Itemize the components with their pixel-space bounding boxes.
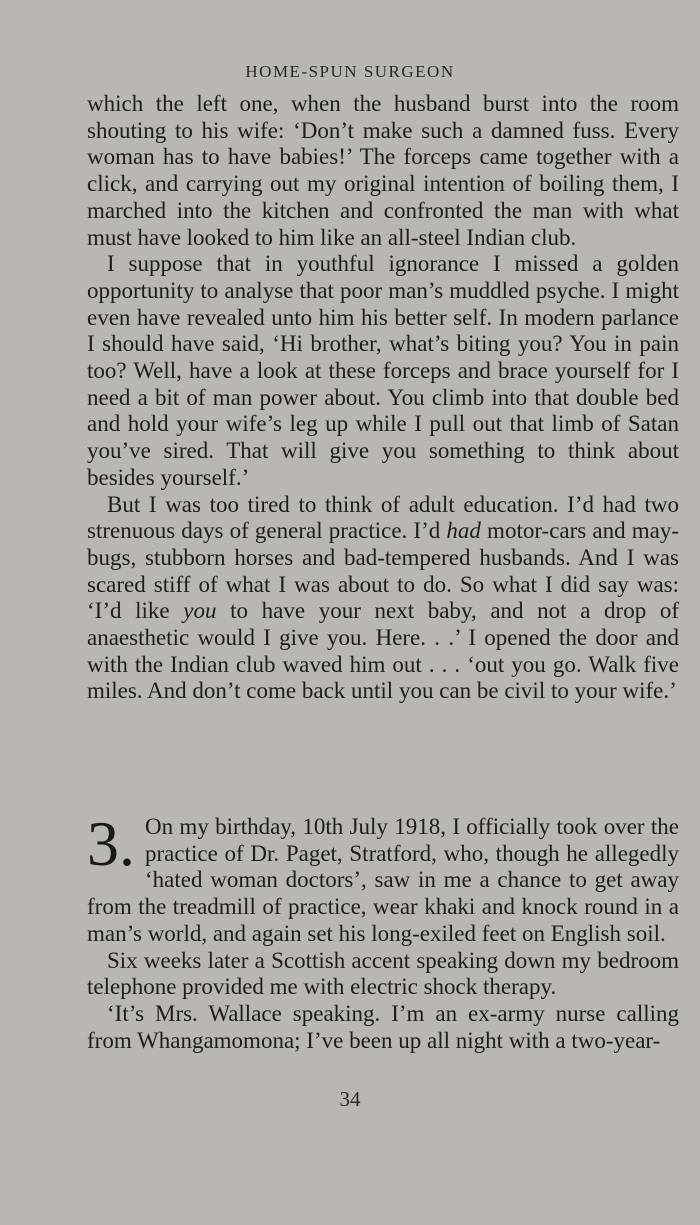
section-first-paragraph <box>87 808 679 948</box>
section-number: 3 <box>87 808 119 879</box>
paragraph-mrs-wallace: ‘It’s Mrs. Wallace speaking. I’m an ex-army nurse calling from Whangamomona; I’ve been up all night with a two-year- <box>87 1000 679 1053</box>
paragraph-scottish-accent: Six weeks later a Scottish accent speaking down my bedroom telephone provided me with electric shock therapy. <box>87 947 679 1000</box>
emphasis-you: you <box>183 598 217 624</box>
section-number-dropcap <box>87 808 135 879</box>
section-marker: . <box>119 808 135 879</box>
emphasis-had: had <box>446 518 481 544</box>
paragraph-continuation: which the left one, when the husband burst into the room shouting to his wife: ‘Don’t make such a damned fuss. Every woman has to have babies!’ The forceps came together with a click, and carrying out my original intention of boiling them, I marched into the kitchen and confronted the man with what must have looked to him like an all-steel Indian club. <box>87 91 679 250</box>
text-block-top <box>87 91 679 705</box>
page-number: 34 <box>339 1087 361 1111</box>
paragraph-text: On my birthday, 10th July 1918, I officially took over the practice of Dr. Paget, Stratford, who, though he allegedly ‘hated woman doctors’, saw in me a chance to get away from the treadmill of practice, wear khaki and knock round in a man’s world, and again set his long-exiled feet on English soil. <box>87 814 679 946</box>
paragraph-text: to have your next baby, and not a drop of anaesthetic would I give you. Here. . .’ I opened the door and with the Indian club waved him out . . . ‘out you go. Walk five miles. And don’t come back until you can be civil to your wife.’ <box>87 598 680 704</box>
running-head: HOME-SPUN SURGEON <box>245 62 455 81</box>
paragraph-text: But I was too tired to think of adult education. I’d had two strenuous days of general practice. I’d <box>87 491 679 544</box>
paragraph-youthful-ignorance: I suppose that in youthful ignorance I missed a golden opportunity to analyse that poor man’s muddled psyche. I might even have revealed unto him his better self. In modern parlance I should have said, ‘Hi brother, what’s biting you? You in pain too? Well, have a look at these forceps and brace yourself for I need a bit of man power about. You climb into that double bed and hold your wife’s leg up while I pull out that limb of Satan you’ve sired. That will give you something to think about besides yourself.’ <box>87 251 679 490</box>
paragraph-text: motor-cars and may-bugs, stubborn horses and bad-tempered husbands. And I was scared stiff of what I was about to do. So what I did say was: ‘I’d like <box>87 518 679 624</box>
paragraph-adult-education <box>87 492 679 706</box>
section-3 <box>87 808 679 1054</box>
